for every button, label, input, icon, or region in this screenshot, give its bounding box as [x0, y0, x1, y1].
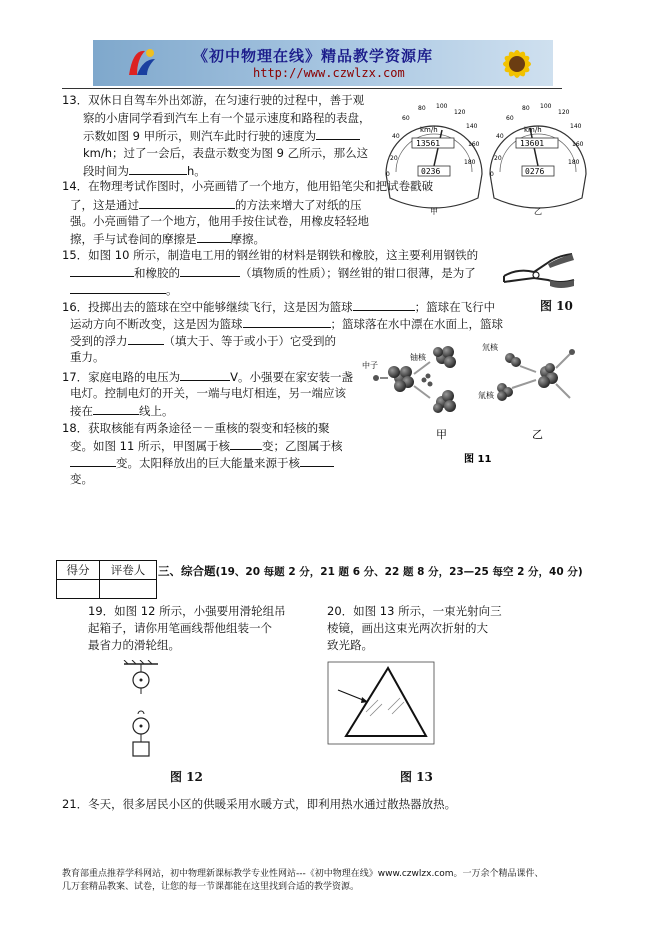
q16-line-1: 16．投掷出去的篮球在空中能够继续飞行，这是因为篮球 ；篮球在飞行中	[62, 300, 496, 314]
q18-blank-yi[interactable]	[70, 454, 116, 467]
q17-line-1: 17．家庭电路的电压为 V。小强要在家安装一盏	[62, 370, 354, 384]
q19-line-1: 19．如图 12 所示，小强要用滑轮组吊	[88, 604, 286, 618]
tick: 100	[436, 103, 448, 110]
tick: 80	[418, 105, 426, 112]
section-3-header: 三、综合题(19、20 每题 2 分，21 题 6 分、22 题 8 分，23—25 每空 2 分，40 分)	[158, 564, 583, 578]
label-tritium: 氚核	[478, 391, 494, 400]
tick: 40	[496, 133, 504, 140]
q18-line-4: 变。	[70, 472, 93, 486]
q14-line-2: 了，这是通过 的方法来增大了对纸的压	[70, 198, 362, 212]
odometer-jia: 13561	[416, 139, 441, 148]
label-deuterium: 氘核	[482, 343, 498, 352]
q14-line-1: 14．在物理考试作图时，小亮画错了一个地方，他用铅笔尖和把试卷戳破	[62, 179, 434, 193]
q17-line-2: 电灯。控制电灯的开关，一端与电灯相连，另一端应该	[70, 386, 346, 400]
q20-line-3: 致光路。	[327, 638, 373, 652]
q13-line-5: 段时间为 h。	[83, 164, 206, 178]
gauge-jia	[386, 103, 482, 216]
grader-header: 评卷人	[100, 561, 157, 580]
header-rule	[62, 88, 562, 89]
q19-line-3: 最省力的滑轮组。	[88, 638, 180, 652]
q16-line-4: 重力。	[70, 350, 105, 364]
figure-10-caption: 图 10	[540, 299, 573, 313]
figure-12-pulleys	[118, 660, 168, 760]
q13-blank-time[interactable]	[129, 162, 187, 175]
figure-9-speedometers	[378, 94, 590, 234]
tick: 160	[468, 141, 480, 148]
q18-blank-sun[interactable]	[300, 454, 334, 467]
q13-blank-speed[interactable]	[316, 127, 360, 140]
gauge-label-yi: 乙	[534, 207, 542, 216]
q18-line-1: 18．获取核能有两条途径－－重核的裂变和轻核的聚	[62, 421, 330, 435]
q17-blank-wire[interactable]	[93, 402, 139, 415]
q20-line-2: 棱镜，画出这束光两次折射的大	[327, 621, 488, 635]
tick: 60	[402, 115, 410, 122]
tick: 40	[392, 133, 400, 140]
q15-blank-rubber[interactable]	[180, 264, 240, 277]
tick: 80	[522, 105, 530, 112]
tick: 100	[540, 103, 552, 110]
q19-line-2: 起箱子，请你用笔画线帮他组装一个	[88, 621, 272, 635]
q15-blank-steel[interactable]	[70, 264, 134, 277]
trip-jia: 0236	[421, 167, 441, 176]
q18-line-2: 变。如图 11 所示，甲图属于核 变；乙图属于核	[70, 439, 343, 453]
tick: 120	[558, 109, 570, 116]
header-banner	[93, 40, 553, 86]
figure-11-nuclear-reactions	[360, 338, 585, 463]
tick: 0	[490, 171, 494, 178]
site-logo	[123, 45, 159, 81]
q21-line-1: 21．冬天，很多居民小区的供暖采用水暖方式，即利用热水通过散热器放热。	[62, 797, 457, 811]
q15-line-2: 和橡胶的 （填物质的性质）；钢丝钳的钳口很薄，是为了	[70, 264, 476, 283]
label-yi: 乙	[532, 428, 543, 441]
score-header: 得分	[57, 561, 100, 580]
score-cell[interactable]	[57, 580, 100, 599]
tick: 180	[464, 159, 476, 166]
q15-line-1: 15．如图 10 所示，制造电工用的钢丝钳的材料是钢铁和橡胶，这主要利用钢铁的	[62, 248, 479, 262]
q13-line-4: km/h；过了一会后，表盘示数变为图 9 乙所示，那么这	[83, 146, 369, 160]
tick: 180	[568, 159, 580, 166]
gauge-unit-yi: km/h	[524, 126, 542, 134]
tick: 120	[454, 109, 466, 116]
figure-10-pliers	[500, 246, 580, 296]
q17-blank-voltage[interactable]	[180, 368, 230, 381]
q17-line-3: 接在 线上。	[70, 404, 174, 418]
gauge-yi	[490, 103, 586, 216]
q13-line-3: 示数如图 9 甲所示，则汽车此时行驶的速度为	[83, 127, 360, 146]
grader-cell[interactable]	[100, 580, 157, 599]
banner-title: 《初中物理在线》精品教学资源库	[193, 47, 434, 65]
q14-blank-friction[interactable]	[197, 230, 231, 243]
figure-12-caption: 图 12	[170, 770, 203, 784]
q16-line-3: 受到的浮力 （填大于、等于或小于）它受到的	[70, 334, 336, 348]
tick: 160	[572, 141, 584, 148]
figure-13-prism	[326, 660, 436, 746]
q14-blank-method[interactable]	[139, 196, 235, 209]
q16-blank-buoyancy[interactable]	[128, 332, 164, 345]
tick: 60	[506, 115, 514, 122]
gauge-unit-jia: km/h	[420, 126, 438, 134]
trip-yi: 0276	[525, 167, 545, 176]
q16-line-2: 运动方向不断改变，这是因为篮球 ；篮球落在水中漂在水面上，篮球	[70, 317, 503, 331]
q16-blank-force[interactable]	[243, 315, 331, 328]
q14-line-4: 擦，手与试卷间的摩擦是 摩擦。	[70, 232, 265, 246]
footer-line-2: 几万套精品教案、试卷，让您的每一节课都能在这里找到合适的教学资源。	[62, 882, 360, 892]
odometer-yi: 13601	[520, 139, 545, 148]
figure-13-caption: 图 13	[400, 770, 433, 784]
q15-blank-purpose[interactable]	[70, 281, 166, 294]
tick: 0	[386, 171, 390, 178]
banner-url[interactable]: http://www.czwlzx.com	[253, 66, 405, 80]
tick: 20	[494, 155, 502, 162]
q13-line-2: 察的小唐同学看到汽车上有一个显示速度和路程的表盘，	[83, 111, 371, 125]
tick: 20	[390, 155, 398, 162]
q14-line-3: 强。小亮画错了一个地方，他用手按住试卷，用橡皮轻轻地	[70, 214, 369, 228]
q15-line-3: 。	[70, 281, 178, 300]
q16-blank-inertia[interactable]	[353, 298, 415, 311]
label-uranium: 铀核	[410, 353, 426, 362]
q13-line-1: 13．双休日自驾车外出郊游，在匀速行驶的过程中，善于观	[62, 93, 365, 107]
score-table	[56, 560, 157, 599]
gauge-label-jia: 甲	[430, 207, 438, 216]
label-neutron: 中子	[362, 361, 378, 370]
sunflower-image	[487, 42, 547, 86]
q18-line-3: 变。太阳释放出的巨大能量来源于核	[70, 454, 334, 473]
q18-blank-jia[interactable]	[230, 437, 262, 450]
label-jia: 甲	[436, 428, 447, 441]
figure-11-caption: 图 11	[464, 454, 492, 463]
tick: 140	[466, 123, 478, 130]
footer-line-1: 教育部重点推荐学科网站，初中物理新课标教学专业性网站---《初中物理在线》www.czwlzx.com。一万余个精品课件、	[62, 869, 544, 879]
tick: 140	[570, 123, 582, 130]
q20-line-1: 20．如图 13 所示，一束光射向三	[327, 604, 502, 618]
